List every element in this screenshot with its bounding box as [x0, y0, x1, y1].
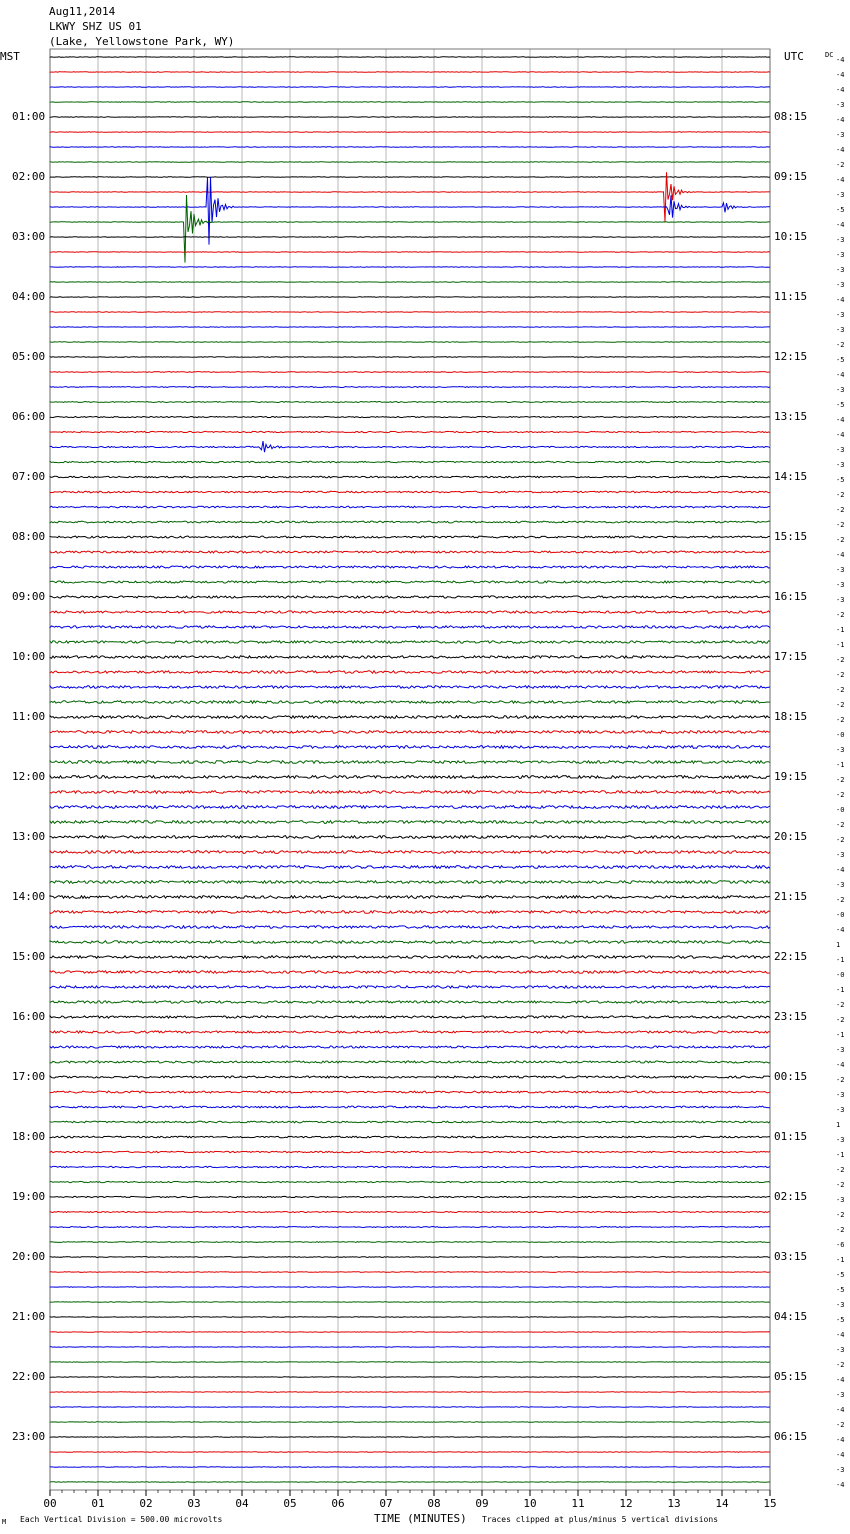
- dc-offset-label: -2: [836, 1181, 845, 1189]
- seismic-trace: [50, 312, 770, 313]
- seismic-trace: [50, 806, 770, 809]
- dc-offset-label: -5: [836, 401, 845, 409]
- dc-offset-label: -5: [836, 1316, 845, 1324]
- x-tick-label: 02: [139, 1497, 153, 1510]
- seismic-trace: [50, 267, 770, 268]
- seismic-trace: [50, 252, 770, 253]
- dc-offset-label: -4: [836, 1331, 845, 1339]
- left-hour-label: 02:00: [12, 170, 46, 183]
- right-hour-label: 22:15: [774, 950, 808, 963]
- left-hour-label: 19:00: [12, 1190, 46, 1203]
- left-hour-label: 23:00: [12, 1430, 46, 1443]
- dc-offset-label: -4: [836, 1436, 845, 1444]
- right-hour-label: 08:15: [774, 110, 808, 123]
- x-tick-label: 10: [523, 1497, 537, 1510]
- left-hour-label: 15:00: [12, 950, 46, 963]
- dc-offset-label: -1: [836, 641, 845, 649]
- seismic-trace: [50, 1211, 770, 1212]
- dc-offset-label: -4: [836, 116, 845, 124]
- left-hour-label: 14:00: [12, 890, 46, 903]
- seismic-trace: [50, 1302, 770, 1303]
- dc-offset-label: -3: [836, 851, 845, 859]
- dc-offset-label: -5: [836, 206, 845, 214]
- dc-offset-label: 1: [836, 941, 841, 949]
- seismic-trace: [50, 327, 770, 328]
- right-hour-label: 14:15: [774, 470, 808, 483]
- seismic-trace: [50, 1001, 770, 1003]
- seismic-trace: [50, 1437, 770, 1438]
- dc-offset-label: -3: [836, 266, 845, 274]
- left-timezone-label: MST: [0, 50, 20, 63]
- seismic-trace: [50, 117, 770, 118]
- left-hour-label: 08:00: [12, 530, 46, 543]
- seismic-trace: [50, 1257, 770, 1258]
- right-hour-label: 00:15: [774, 1070, 808, 1083]
- dc-offset-label: -3: [836, 881, 845, 889]
- x-tick-label: 11: [571, 1497, 585, 1510]
- dc-offset-label: -2: [836, 1166, 845, 1174]
- dc-offset-label: -2: [836, 1361, 845, 1369]
- dc-offset-label: -0: [836, 971, 845, 979]
- seismic-trace: [50, 1362, 770, 1363]
- seismic-trace: [50, 102, 770, 103]
- seismic-trace: [50, 1317, 770, 1318]
- dc-offset-label: -2: [836, 836, 845, 844]
- left-hour-label: 17:00: [12, 1070, 46, 1083]
- dc-offset-label: -2: [836, 1226, 845, 1234]
- dc-offset-label: -2: [836, 611, 845, 619]
- dc-offset-label: -2: [836, 1076, 845, 1084]
- dc-offset-label: -3: [836, 386, 845, 394]
- right-timezone-label: UTC: [784, 50, 804, 63]
- seismic-trace: [50, 387, 770, 388]
- left-hour-label: 11:00: [12, 710, 46, 723]
- seismic-trace: [50, 1181, 770, 1182]
- dc-offset-label: -2: [836, 491, 845, 499]
- left-hour-label: 06:00: [12, 410, 46, 423]
- dc-offset-label: -1: [836, 956, 845, 964]
- x-tick-label: 13: [667, 1497, 681, 1510]
- dc-offset-label: -4: [836, 221, 845, 229]
- seismic-trace: [50, 626, 770, 628]
- seismic-trace: [50, 1392, 770, 1393]
- seismic-trace: [50, 1106, 770, 1108]
- dc-offset-label: -0: [836, 911, 845, 919]
- dc-offset-label: -3: [836, 1196, 845, 1204]
- seismic-trace: [50, 132, 770, 133]
- dc-offset-label: -2: [836, 1016, 845, 1024]
- dc-offset-label: -4: [836, 86, 845, 94]
- dc-offset-label: -2: [836, 341, 845, 349]
- seismic-trace: [50, 956, 770, 959]
- right-hour-label: 02:15: [774, 1190, 808, 1203]
- x-tick-label: 14: [715, 1497, 729, 1510]
- corner-mark: M: [2, 1518, 7, 1526]
- right-hour-label: 09:15: [774, 170, 808, 183]
- dc-offset-label: -2: [836, 1421, 845, 1429]
- seismic-trace: [50, 911, 770, 914]
- dc-offset-label: -4: [836, 1451, 845, 1459]
- right-hour-label: 16:15: [774, 590, 808, 603]
- dc-offset-label: -2: [836, 701, 845, 709]
- dc-offset-label: -6: [836, 1241, 845, 1249]
- x-tick-label: 09: [475, 1497, 489, 1510]
- dc-column-label: DC: [825, 51, 834, 59]
- dc-offset-label: -2: [836, 521, 845, 529]
- dc-offset-label: -2: [836, 1211, 845, 1219]
- dc-offset-label: -2: [836, 536, 845, 544]
- scale-note: Each Vertical Division = 500.00 microvolts: [20, 1515, 223, 1524]
- dc-offset-label: -2: [836, 1001, 845, 1009]
- right-hour-label: 06:15: [774, 1430, 808, 1443]
- dc-offset-label: -4: [836, 1481, 845, 1489]
- dc-offset-label: -5: [836, 1286, 845, 1294]
- right-hour-label: 11:15: [774, 290, 808, 303]
- seismic-trace: [50, 147, 770, 148]
- left-hour-label: 05:00: [12, 350, 46, 363]
- seismic-trace: [50, 551, 770, 553]
- seismic-trace: [50, 791, 770, 794]
- seismic-trace: [50, 416, 770, 417]
- x-tick-label: 15: [763, 1497, 777, 1510]
- seismic-trace: [50, 821, 770, 824]
- dc-offset-label: -5: [836, 476, 845, 484]
- seismic-trace: [50, 162, 770, 163]
- right-hour-label: 04:15: [774, 1310, 808, 1323]
- x-tick-label: 05: [283, 1497, 297, 1510]
- dc-offset-label: -4: [836, 1061, 845, 1069]
- dc-offset-label: -3: [836, 566, 845, 574]
- left-hour-label: 07:00: [12, 470, 46, 483]
- seismic-trace: [50, 596, 770, 598]
- left-hour-label: 10:00: [12, 650, 46, 663]
- left-hour-label: 20:00: [12, 1250, 46, 1263]
- seismic-trace: [50, 941, 770, 944]
- dc-offset-label: -0: [836, 806, 845, 814]
- dc-offset-label: -1: [836, 626, 845, 634]
- seismic-trace: [50, 521, 770, 523]
- right-hour-label: 13:15: [774, 410, 808, 423]
- dc-offset-label: -4: [836, 146, 845, 154]
- left-hour-label: 22:00: [12, 1370, 46, 1383]
- dc-offset-label: -2: [836, 671, 845, 679]
- seismic-trace: [50, 536, 770, 538]
- right-hour-label: 10:15: [774, 230, 808, 243]
- dc-offset-label: -3: [836, 281, 845, 289]
- header-station: LKWY SHZ US 01: [49, 20, 142, 33]
- x-tick-label: 07: [379, 1497, 393, 1510]
- seismic-trace: [50, 177, 770, 245]
- dc-offset-label: -3: [836, 1091, 845, 1099]
- dc-offset-label: -3: [836, 746, 845, 754]
- x-tick-label: 04: [235, 1497, 249, 1510]
- seismic-trace: [50, 1272, 770, 1273]
- seismic-trace: [50, 1407, 770, 1408]
- dc-offset-label: -4: [836, 1376, 845, 1384]
- seismic-trace: [50, 57, 770, 58]
- seismic-trace: [50, 1136, 770, 1138]
- seismic-trace: [50, 372, 770, 373]
- x-tick-label: 00: [43, 1497, 57, 1510]
- dc-offset-label: 1: [836, 1121, 841, 1129]
- left-hour-label: 03:00: [12, 230, 46, 243]
- dc-offset-label: -2: [836, 506, 845, 514]
- left-hour-label: 12:00: [12, 770, 46, 783]
- dc-offset-label: -2: [836, 716, 845, 724]
- dc-offset-label: -4: [836, 176, 845, 184]
- seismic-trace: [50, 357, 770, 358]
- dc-offset-label: -4: [836, 866, 845, 874]
- seismic-trace: [50, 1151, 770, 1153]
- right-hour-label: 12:15: [774, 350, 808, 363]
- seismic-trace: [50, 1347, 770, 1348]
- seismic-trace: [50, 581, 770, 583]
- dc-offset-label: -3: [836, 101, 845, 109]
- x-tick-label: 06: [331, 1497, 345, 1510]
- right-hour-label: 05:15: [774, 1370, 808, 1383]
- seismic-trace: [50, 656, 770, 659]
- seismic-trace: [50, 1031, 770, 1033]
- seismic-trace: [50, 881, 770, 884]
- dc-offset-label: -5: [836, 1271, 845, 1279]
- seismic-trace: [50, 172, 770, 222]
- header-location: (Lake, Yellowstone Park, WY): [49, 35, 235, 48]
- seismic-trace: [50, 1467, 770, 1468]
- dc-offset-label: -2: [836, 791, 845, 799]
- seismic-trace: [50, 476, 770, 478]
- dc-offset-label: -3: [836, 1106, 845, 1114]
- dc-offset-label: -3: [836, 461, 845, 469]
- right-hour-label: 21:15: [774, 890, 808, 903]
- right-hour-label: 20:15: [774, 830, 808, 843]
- right-hour-label: 19:15: [774, 770, 808, 783]
- dc-offset-label: -3: [836, 311, 845, 319]
- seismic-trace: [50, 896, 770, 899]
- right-hour-label: 01:15: [774, 1130, 808, 1143]
- seismic-trace: [50, 836, 770, 839]
- seismic-trace: [50, 401, 770, 402]
- seismic-trace: [50, 87, 770, 88]
- dc-offset-label: -3: [836, 1466, 845, 1474]
- left-hour-label: 21:00: [12, 1310, 46, 1323]
- dc-offset-label: -2: [836, 161, 845, 169]
- seismic-trace: [50, 671, 770, 674]
- clip-note: Traces clipped at plus/minus 5 vertical divisions: [482, 1515, 719, 1524]
- seismic-trace: [50, 746, 770, 749]
- dc-offset-label: -1: [836, 1151, 845, 1159]
- seismic-trace: [50, 1016, 770, 1018]
- left-hour-label: 13:00: [12, 830, 46, 843]
- seismic-trace: [50, 566, 770, 568]
- dc-offset-label: -4: [836, 926, 845, 934]
- dc-offset-label: -3: [836, 326, 845, 334]
- x-axis-title: TIME (MINUTES): [374, 1512, 467, 1525]
- dc-offset-label: -1: [836, 1256, 845, 1264]
- seismic-trace: [50, 761, 770, 764]
- seismic-trace: [50, 342, 770, 343]
- x-tick-label: 12: [619, 1497, 633, 1510]
- seismic-trace: [50, 716, 770, 719]
- seismic-trace: [50, 441, 770, 452]
- seismic-trace: [50, 1422, 770, 1423]
- dc-offset-label: -1: [836, 986, 845, 994]
- right-hour-label: 23:15: [774, 1010, 808, 1023]
- seismic-trace: [50, 1332, 770, 1333]
- seismic-trace: [50, 72, 770, 73]
- dc-offset-label: -4: [836, 1406, 845, 1414]
- x-tick-label: 01: [91, 1497, 105, 1510]
- plot-frame: [50, 49, 770, 1490]
- seismic-trace: [50, 971, 770, 973]
- dc-offset-label: -4: [836, 551, 845, 559]
- dc-offset-label: -3: [836, 1346, 845, 1354]
- seismic-trace: [50, 1196, 770, 1197]
- dc-offset-label: -2: [836, 656, 845, 664]
- dc-offset-label: -4: [836, 296, 845, 304]
- seismic-trace: [50, 611, 770, 613]
- seismic-trace: [50, 641, 770, 643]
- dc-offset-label: -2: [836, 686, 845, 694]
- seismic-trace: [50, 491, 770, 493]
- x-tick-label: 08: [427, 1497, 441, 1510]
- dc-offset-label: -3: [836, 1301, 845, 1309]
- dc-offset-label: -1: [836, 761, 845, 769]
- x-tick-label: 03: [187, 1497, 201, 1510]
- header-date: Aug11,2014: [49, 5, 116, 18]
- left-hour-label: 18:00: [12, 1130, 46, 1143]
- seismic-trace: [50, 297, 770, 298]
- left-hour-label: 09:00: [12, 590, 46, 603]
- seismic-trace: [50, 1242, 770, 1243]
- seismic-trace: [50, 1482, 770, 1483]
- seismic-trace: [50, 926, 770, 929]
- seismic-trace: [50, 701, 770, 704]
- dc-offset-label: -3: [836, 596, 845, 604]
- dc-offset-label: -3: [836, 191, 845, 199]
- dc-offset-label: -0: [836, 731, 845, 739]
- seismic-trace: [50, 851, 770, 854]
- seismic-trace: [50, 776, 770, 779]
- dc-offset-label: -3: [836, 251, 845, 259]
- dc-offset-label: -3: [836, 1046, 845, 1054]
- dc-offset-label: -3: [836, 236, 845, 244]
- seismic-trace: [50, 1061, 770, 1063]
- dc-offset-label: -4: [836, 416, 845, 424]
- dc-offset-label: -3: [836, 446, 845, 454]
- seismic-trace: [50, 1166, 770, 1167]
- seismic-trace: [50, 237, 770, 238]
- dc-offset-label: -2: [836, 896, 845, 904]
- dc-offset-label: -2: [836, 821, 845, 829]
- seismic-trace: [50, 1121, 770, 1123]
- seismic-trace: [50, 1377, 770, 1378]
- seismic-trace: [50, 431, 770, 432]
- seismic-trace: [50, 986, 770, 988]
- left-hour-label: 16:00: [12, 1010, 46, 1023]
- seismic-trace: [50, 506, 770, 508]
- seismic-trace: [50, 461, 770, 462]
- left-hour-label: 04:00: [12, 290, 46, 303]
- dc-offset-label: -2: [836, 776, 845, 784]
- seismic-trace: [50, 866, 770, 869]
- seismic-trace: [50, 731, 770, 734]
- seismic-trace: [50, 1076, 770, 1078]
- dc-offset-label: -4: [836, 56, 845, 64]
- seismic-trace: [50, 1046, 770, 1048]
- dc-offset-label: -1: [836, 1031, 845, 1039]
- dc-offset-label: -3: [836, 1391, 845, 1399]
- dc-offset-label: -3: [836, 1136, 845, 1144]
- dc-offset-label: -4: [836, 431, 845, 439]
- seismic-trace: [50, 1452, 770, 1453]
- dc-offset-label: -4: [836, 71, 845, 79]
- right-hour-label: 17:15: [774, 650, 808, 663]
- right-hour-label: 15:15: [774, 530, 808, 543]
- seismic-trace: [50, 177, 770, 178]
- seismic-trace: [50, 686, 770, 689]
- right-hour-label: 18:15: [774, 710, 808, 723]
- seismic-trace: [50, 1091, 770, 1093]
- dc-offset-label: -5: [836, 356, 845, 364]
- right-hour-label: 03:15: [774, 1250, 808, 1263]
- seismic-trace: [50, 1287, 770, 1288]
- left-hour-label: 01:00: [12, 110, 46, 123]
- dc-offset-label: -4: [836, 371, 845, 379]
- dc-offset-label: -3: [836, 581, 845, 589]
- seismic-trace: [50, 282, 770, 283]
- seismic-trace: [50, 1227, 770, 1228]
- dc-offset-label: -3: [836, 131, 845, 139]
